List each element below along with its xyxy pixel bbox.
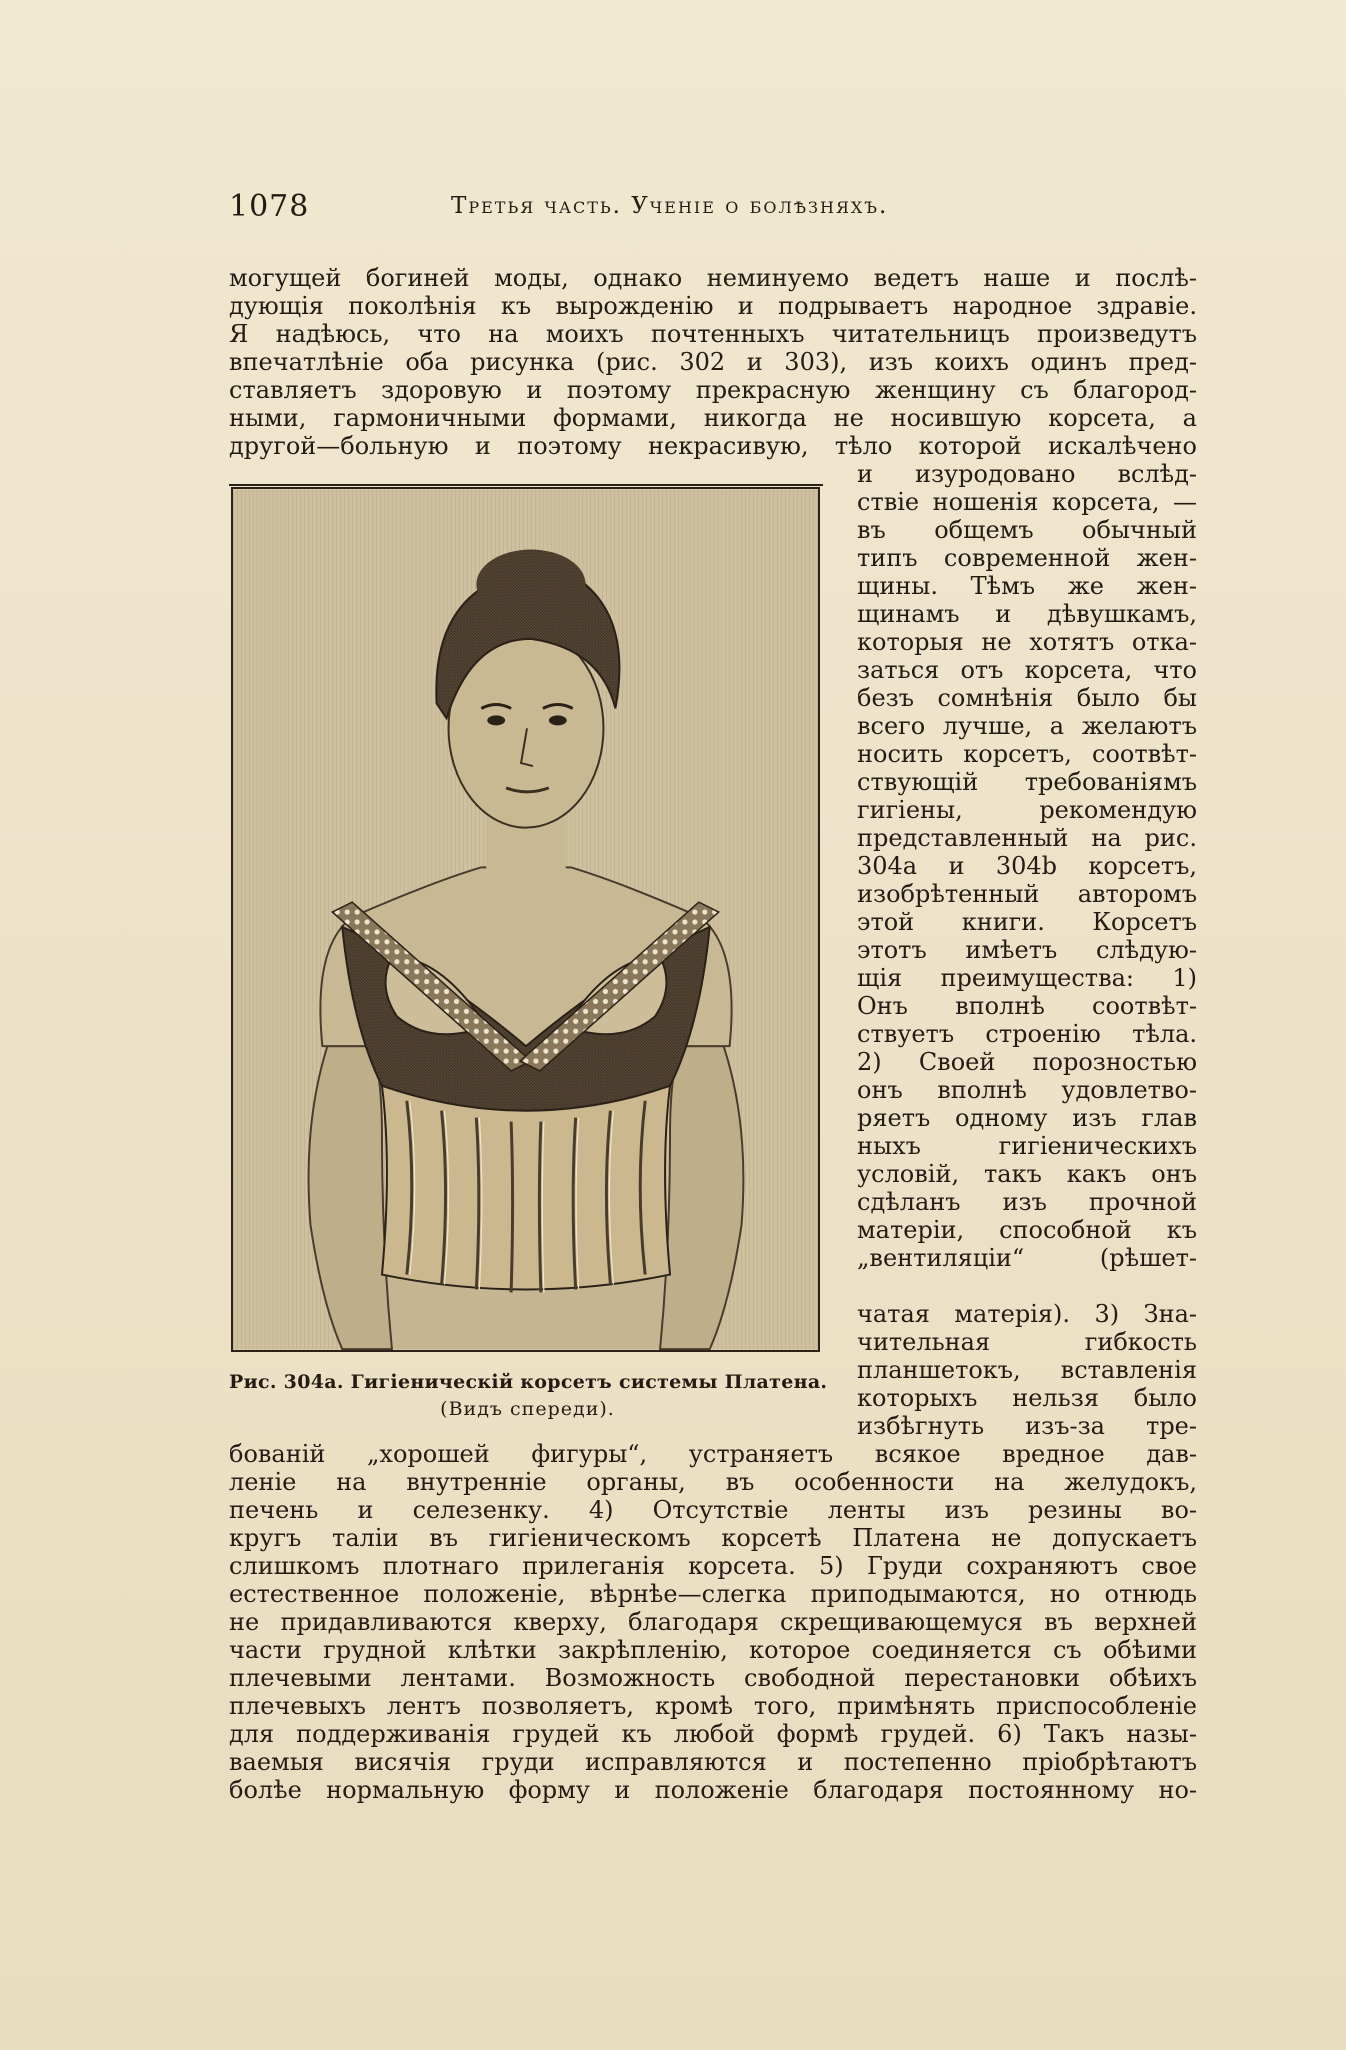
text-line: печень и селезенку. 4) Отсутствіе ленты изъ резины во- bbox=[229, 1496, 1197, 1524]
text-line: сдѣланъ изъ прочной bbox=[857, 1188, 1197, 1216]
text-line: щія преимущества: 1) bbox=[857, 964, 1197, 992]
text-line: 304a и 304b корсетъ, bbox=[857, 852, 1197, 880]
text-line: избѣгнуть изъ-за тре- bbox=[857, 1412, 1197, 1440]
text-line: безъ сомнѣнія было бы bbox=[857, 684, 1197, 712]
text-line: могущей богиней моды, однако неминуемо ведетъ наше и послѣ- bbox=[229, 264, 1197, 292]
text-line: этой книги. Корсетъ bbox=[857, 908, 1197, 936]
text-line: этотъ имѣетъ слѣдую- bbox=[857, 936, 1197, 964]
text-line: естественное положеніе, вѣрнѣе—слегка приподымаются, но отнюдь bbox=[229, 1580, 1197, 1608]
text-line: гигіены, рекомендую bbox=[857, 796, 1197, 824]
text-line: болѣе нормальную форму и положеніе благодаря постоянному но- bbox=[229, 1776, 1197, 1804]
text-line: щинамъ и дѣвушкамъ, bbox=[857, 600, 1197, 628]
text-line: ряетъ одному изъ глав bbox=[857, 1104, 1197, 1132]
text-line: дующія поколѣнія къ вырожденію и подрываетъ народное здравіе. bbox=[229, 292, 1197, 320]
text-line: плечевыхъ лентъ позволяетъ, кромѣ того, примѣнять приспособленіе bbox=[229, 1692, 1197, 1720]
text-line: типъ современной жен- bbox=[857, 544, 1197, 572]
text-line: условій, такъ какъ онъ bbox=[857, 1160, 1197, 1188]
text-line: ныхъ гигіеническихъ bbox=[857, 1132, 1197, 1160]
figure-caption-subtitle: (Видъ спереди). bbox=[440, 1398, 615, 1420]
text-line: плечевыми лентами. Возможность свободной перестановки обѣихъ bbox=[229, 1664, 1197, 1692]
text-line: леніе на внутренніе органы, въ особенности на желудокъ, bbox=[229, 1468, 1197, 1496]
text-line: чатая матерія). 3) Зна- bbox=[857, 1300, 1197, 1328]
page-number: 1078 bbox=[229, 189, 310, 224]
text-line: которыхъ нельзя было bbox=[857, 1384, 1197, 1412]
text-line: изобрѣтенный авторомъ bbox=[857, 880, 1197, 908]
text-line: слишкомъ плотнаго прилеганія корсета. 5) Груди сохраняютъ свое bbox=[229, 1552, 1197, 1580]
text-line: 2) Своей порозностью bbox=[857, 1048, 1197, 1076]
text-line: „вентиляціи“ (рѣшет- bbox=[857, 1244, 1197, 1272]
text-line: бованій „хорошей фигуры“, устраняетъ всякое вредное дав- bbox=[229, 1440, 1197, 1468]
text-line: носить корсетъ, соотвѣт- bbox=[857, 740, 1197, 768]
text-line: матеріи, способной къ bbox=[857, 1216, 1197, 1244]
text-line: всего лучше, а желаютъ bbox=[857, 712, 1197, 740]
text-line: щины. Тѣмъ же жен- bbox=[857, 572, 1197, 600]
text-line: представленный на рис. bbox=[857, 824, 1197, 852]
text-line: впечатлѣніе оба рисунка (рис. 302 и 303), изъ коихъ одинъ пред- bbox=[229, 348, 1197, 376]
text-line: для поддерживанія грудей къ любой формѣ грудей. 6) Такъ назы- bbox=[229, 1720, 1197, 1748]
page-header bbox=[229, 189, 1206, 229]
text-line: ствіе ношенія корсета, — bbox=[857, 488, 1197, 516]
text-line: не придавливаются кверху, благодаря скрещивающемуся въ верхней bbox=[229, 1608, 1197, 1636]
text-line: чительная гибкость bbox=[857, 1328, 1197, 1356]
text-line: и изуродовано вслѣд- bbox=[857, 460, 1197, 488]
figure-top-rule bbox=[229, 484, 823, 486]
running-head: Третья часть. Ученіе о болѣзняхъ. bbox=[451, 193, 889, 219]
text-line: ными, гармоничными формами, никогда не носившую корсета, а bbox=[229, 404, 1197, 432]
text-line: кругъ таліи въ гигіеническомъ корсетѣ Платена не допускаетъ bbox=[229, 1524, 1197, 1552]
text-line: ваемыя висячія груди исправляются и постепенно пріобрѣтаютъ bbox=[229, 1748, 1197, 1776]
text-line: въ общемъ обычный bbox=[857, 516, 1197, 544]
text-line: заться отъ корсета, что bbox=[857, 656, 1197, 684]
text-line: части грудной клѣтки закрѣпленію, которое соединяется съ обѣими bbox=[229, 1636, 1197, 1664]
text-line: Я надѣюсь, что на моихъ почтенныхъ читательницъ произведутъ bbox=[229, 320, 1197, 348]
text-line: другой—больную и поэтому некрасивую, тѣло которой искалѣчено bbox=[229, 432, 1197, 460]
corset-engraving-figure bbox=[231, 487, 820, 1352]
text-line: Онъ вполнѣ соотвѣт- bbox=[857, 992, 1197, 1020]
corset-engraving-image bbox=[233, 489, 818, 1350]
text-line: ствуетъ строенію тѣла. bbox=[857, 1020, 1197, 1048]
figure-caption-title: Рис. 304a. Гигіеническій корсетъ системы Платена. bbox=[229, 1371, 828, 1393]
text-line: ствующій требованіямъ bbox=[857, 768, 1197, 796]
text-line: ставляетъ здоровую и поэтому прекрасную женщину съ благород- bbox=[229, 376, 1197, 404]
text-line: планшетокъ, вставленія bbox=[857, 1356, 1197, 1384]
text-line: онъ вполнѣ удовлетво- bbox=[857, 1076, 1197, 1104]
text-line: которыя не хотятъ отка- bbox=[857, 628, 1197, 656]
